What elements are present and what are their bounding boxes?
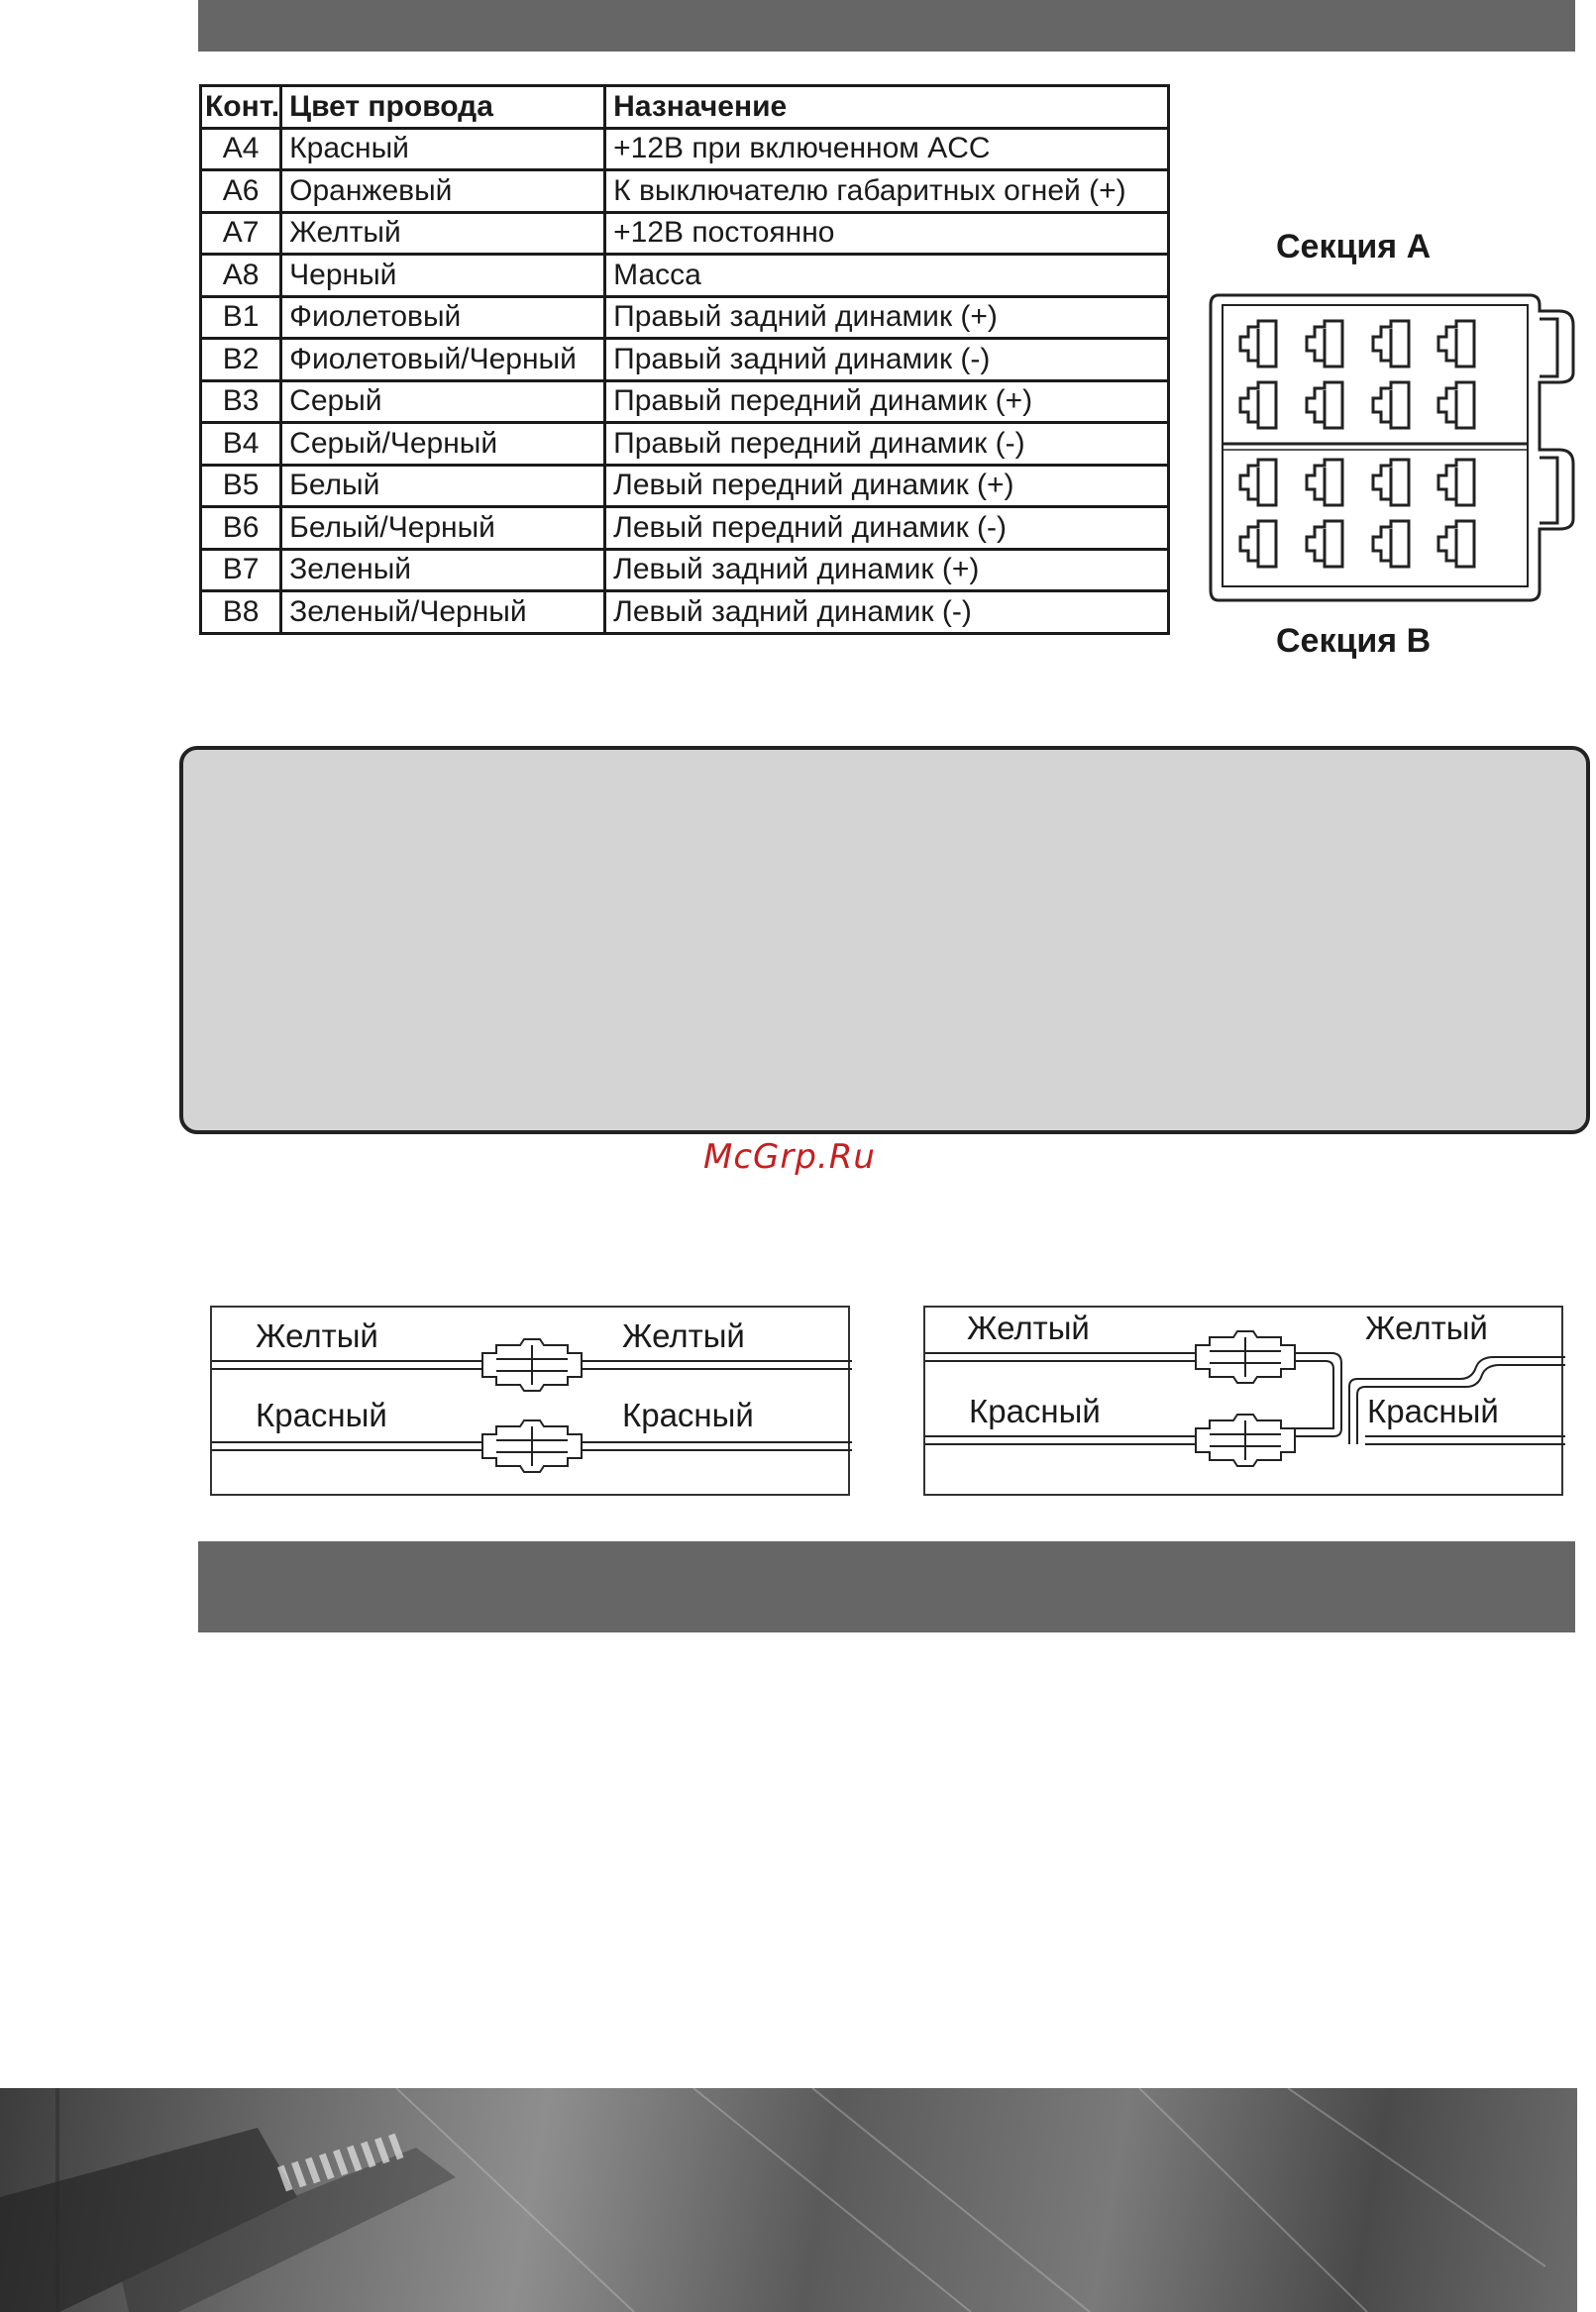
wiring-diagram-swapped <box>923 1306 1563 1496</box>
purpose-cell: Левый задний динамик (+) <box>605 549 1169 591</box>
purpose-cell: Левый передний динамик (-) <box>605 507 1169 550</box>
terminal-slot <box>1307 460 1342 505</box>
table-row <box>201 128 1169 170</box>
terminal-slot <box>1240 460 1276 505</box>
terminal-slot <box>1438 521 1474 567</box>
wire-label-red-left: Красный <box>969 1393 1101 1429</box>
color-cell: Зеленый <box>281 549 605 591</box>
table-row <box>201 465 1169 507</box>
color-cell: Фиолетовый/Черный <box>281 339 605 381</box>
pin-cell: B6 <box>201 507 281 550</box>
iso-connector-diagram <box>1205 289 1581 606</box>
table-row <box>201 380 1169 423</box>
pin-cell: A6 <box>201 170 281 213</box>
pin-assignment-table <box>199 84 1170 635</box>
table-row <box>201 296 1169 339</box>
film-perforation <box>291 2161 306 2188</box>
color-cell: Белый/Черный <box>281 507 605 550</box>
section-header-band <box>198 1541 1575 1632</box>
pin-cell: B5 <box>201 465 281 507</box>
section-b-label: Секция B <box>1276 622 1432 660</box>
purpose-cell: Правый задний динамик (-) <box>605 339 1169 381</box>
color-cell: Фиолетовый <box>281 296 605 339</box>
film-perforation <box>333 2150 348 2176</box>
color-cell: Черный <box>281 255 605 297</box>
purpose-cell: К выключателю габаритных огней (+) <box>605 170 1169 213</box>
film-perforation <box>374 2138 389 2164</box>
color-cell: Белый <box>281 465 605 507</box>
pin-cell: A7 <box>201 212 281 255</box>
color-cell: Желтый <box>281 212 605 255</box>
watermark: McGrp.Ru <box>703 1137 876 1177</box>
terminal-slot <box>1373 521 1409 567</box>
purpose-cell: Правый передний динамик (-) <box>605 423 1169 466</box>
wire-label-red-right: Красный <box>1367 1393 1499 1429</box>
section-a-label: Секция A <box>1276 228 1432 265</box>
film-perforation <box>388 2134 403 2160</box>
table-row <box>201 170 1169 213</box>
table-row <box>201 507 1169 550</box>
wiring-diagram-standard <box>210 1306 850 1496</box>
terminal-slot <box>1307 521 1342 567</box>
terminal-slot <box>1373 382 1409 428</box>
pin-cell: B8 <box>201 591 281 634</box>
wire-label-yellow-left: Желтый <box>256 1317 378 1354</box>
terminal-slot <box>1307 321 1342 367</box>
table-row <box>201 212 1169 255</box>
purpose-cell: +12В постоянно <box>605 212 1169 255</box>
film-perforation <box>305 2157 320 2184</box>
terminal-slot <box>1438 460 1474 505</box>
top-header-band <box>198 0 1575 52</box>
pin-cell: B3 <box>201 380 281 423</box>
color-cell: Зеленый/Черный <box>281 591 605 634</box>
film-perforation <box>361 2142 375 2168</box>
purpose-cell: Правый задний динамик (+) <box>605 296 1169 339</box>
terminal-slot <box>1240 321 1276 367</box>
pin-cell: A4 <box>201 128 281 170</box>
film-perforation <box>319 2154 334 2180</box>
table-row <box>201 549 1169 591</box>
table-row <box>201 423 1169 466</box>
note-box <box>179 746 1590 1134</box>
wire-label-yellow-left: Желтый <box>967 1310 1090 1346</box>
header-purpose: Назначение <box>605 86 1169 129</box>
pin-cell: B4 <box>201 423 281 466</box>
purpose-cell: Масса <box>605 255 1169 297</box>
pin-cell: B2 <box>201 339 281 381</box>
color-cell: Красный <box>281 128 605 170</box>
terminal-slot <box>1240 521 1276 567</box>
header-wire-color: Цвет провода <box>281 86 605 129</box>
purpose-cell: Левый задний динамик (-) <box>605 591 1169 634</box>
table-row <box>201 339 1169 381</box>
purpose-cell: Правый передний динамик (+) <box>605 380 1169 423</box>
pin-cell: B1 <box>201 296 281 339</box>
table-row <box>201 255 1169 297</box>
color-cell: Оранжевый <box>281 170 605 213</box>
wire-label-red-right: Красный <box>622 1397 754 1433</box>
wire-label-yellow-right: Желтый <box>1365 1310 1488 1346</box>
table-header-row <box>201 86 1169 129</box>
wire-label-red-left: Красный <box>256 1397 387 1433</box>
color-cell: Серый <box>281 380 605 423</box>
terminal-slot <box>1307 382 1342 428</box>
table-row <box>201 591 1169 634</box>
terminal-slot <box>1240 382 1276 428</box>
pin-cell: B7 <box>201 549 281 591</box>
film-perforation <box>347 2146 362 2172</box>
terminal-slot <box>1438 321 1474 367</box>
footer-decorative-image <box>0 2088 1577 2312</box>
footer-texture <box>0 2088 1577 2312</box>
color-cell: Серый/Черный <box>281 423 605 466</box>
terminal-slot <box>1373 460 1409 505</box>
purpose-cell: +12В при включенном ACC <box>605 128 1169 170</box>
wire-label-yellow-right: Желтый <box>622 1317 745 1354</box>
terminal-slot <box>1438 382 1474 428</box>
purpose-cell: Левый передний динамик (+) <box>605 465 1169 507</box>
pin-cell: A8 <box>201 255 281 297</box>
terminal-slot <box>1373 321 1409 367</box>
header-pin: Конт. <box>201 86 281 129</box>
